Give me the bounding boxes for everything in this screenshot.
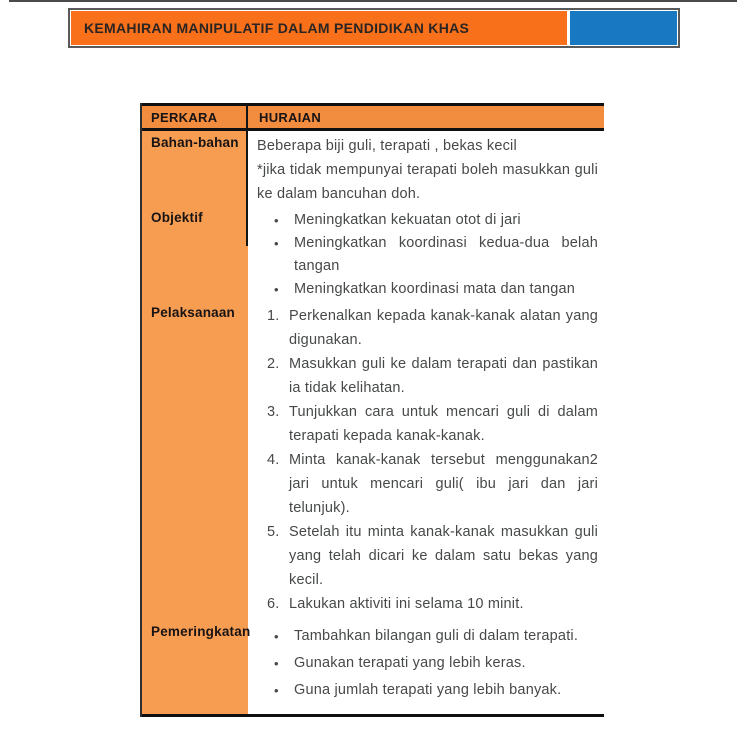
bullet-dot: • bbox=[274, 282, 279, 297]
bullet-dot: • bbox=[274, 213, 279, 228]
row-content bbox=[248, 616, 604, 714]
numbered-item bbox=[267, 400, 598, 448]
table-row-bahan-bahan bbox=[142, 131, 604, 206]
row-content bbox=[248, 301, 604, 616]
numbered-item bbox=[267, 520, 598, 592]
item-text: Meningkatkan kekuatan otot di jari bbox=[294, 212, 521, 228]
table-row-pemeringkatan bbox=[142, 616, 604, 714]
table-row-objektif bbox=[142, 206, 604, 301]
bullet-dot: • bbox=[274, 236, 279, 251]
item-text: Meningkatkan koordinasi kedua-dua belah tangan bbox=[294, 235, 598, 274]
row-label: Objektif bbox=[142, 206, 248, 301]
row-label: Bahan-bahan bbox=[142, 131, 248, 206]
title-banner bbox=[68, 8, 680, 48]
numbered-item bbox=[267, 592, 598, 616]
paragraph: *jika tidak mempunyai terapati boleh masukkan guli ke dalam bancuhan doh. bbox=[257, 162, 598, 202]
table-body bbox=[142, 131, 604, 717]
bullet-item bbox=[274, 650, 598, 677]
table-header-row bbox=[142, 103, 604, 131]
item-text: Meningkatkan koordinasi mata dan tangan bbox=[294, 281, 576, 297]
item-text: Perkenalkan kepada kanak-kanak alatan yang digunakan. bbox=[289, 308, 598, 348]
bullet-item bbox=[274, 232, 598, 278]
banner-title-cell bbox=[71, 11, 567, 45]
column-header-perkara: PERKARA bbox=[142, 106, 248, 128]
item-number: 3. bbox=[267, 404, 280, 420]
bullet-item bbox=[274, 623, 598, 650]
bullet-dot: • bbox=[274, 629, 279, 644]
item-text: Guna jumlah terapati yang lebih banyak. bbox=[294, 682, 562, 698]
row-label: Pemeringkatan bbox=[142, 616, 248, 714]
column-header-huraian: HURAIAN bbox=[259, 109, 322, 125]
numbered-item bbox=[267, 448, 598, 520]
item-text: Tunjukkan cara untuk mencari guli di dalam terapati kepada kanak-kanak. bbox=[289, 404, 598, 444]
item-text: Minta kanak-kanak tersebut menggunakan2 jari untuk mencari guli( ibu jari dan jari telunjuk). bbox=[289, 452, 598, 516]
table-row-pelaksanaan bbox=[142, 301, 604, 616]
content-table bbox=[140, 103, 604, 717]
numbered-item bbox=[267, 352, 598, 400]
banner-blue-box bbox=[570, 11, 677, 45]
item-number: 1. bbox=[267, 308, 280, 324]
item-number: 2. bbox=[267, 356, 280, 372]
row-content bbox=[248, 206, 604, 301]
item-text: Gunakan terapati yang lebih keras. bbox=[294, 655, 526, 671]
bullet-dot: • bbox=[274, 656, 279, 671]
bullet-dot: • bbox=[274, 683, 279, 698]
item-text: Lakukan aktiviti ini selama 10 minit. bbox=[289, 596, 524, 612]
paragraph: Beberapa biji guli, terapati , bekas kecil bbox=[257, 138, 517, 154]
item-text: Setelah itu minta kanak-kanak masukkan guli yang telah dicari ke dalam satu bekas yang kecil. bbox=[289, 524, 598, 588]
bullet-item bbox=[274, 278, 598, 301]
row-label: Pelaksanaan bbox=[142, 301, 248, 616]
item-text: Masukkan guli ke dalam terapati dan pastikan ia tidak kelihatan. bbox=[289, 356, 598, 396]
item-number: 5. bbox=[267, 524, 280, 540]
bullet-item bbox=[274, 209, 598, 232]
item-number: 4. bbox=[267, 452, 280, 468]
row-content bbox=[248, 131, 604, 206]
item-text: Tambahkan bilangan guli di dalam terapati. bbox=[294, 628, 579, 644]
numbered-item bbox=[267, 304, 598, 352]
page-title: KEMAHIRAN MANIPULATIF DALAM PENDIDIKAN KHAS bbox=[84, 20, 470, 36]
page-top-border bbox=[9, 0, 737, 2]
item-number: 6. bbox=[267, 596, 280, 612]
bullet-item bbox=[274, 677, 598, 704]
